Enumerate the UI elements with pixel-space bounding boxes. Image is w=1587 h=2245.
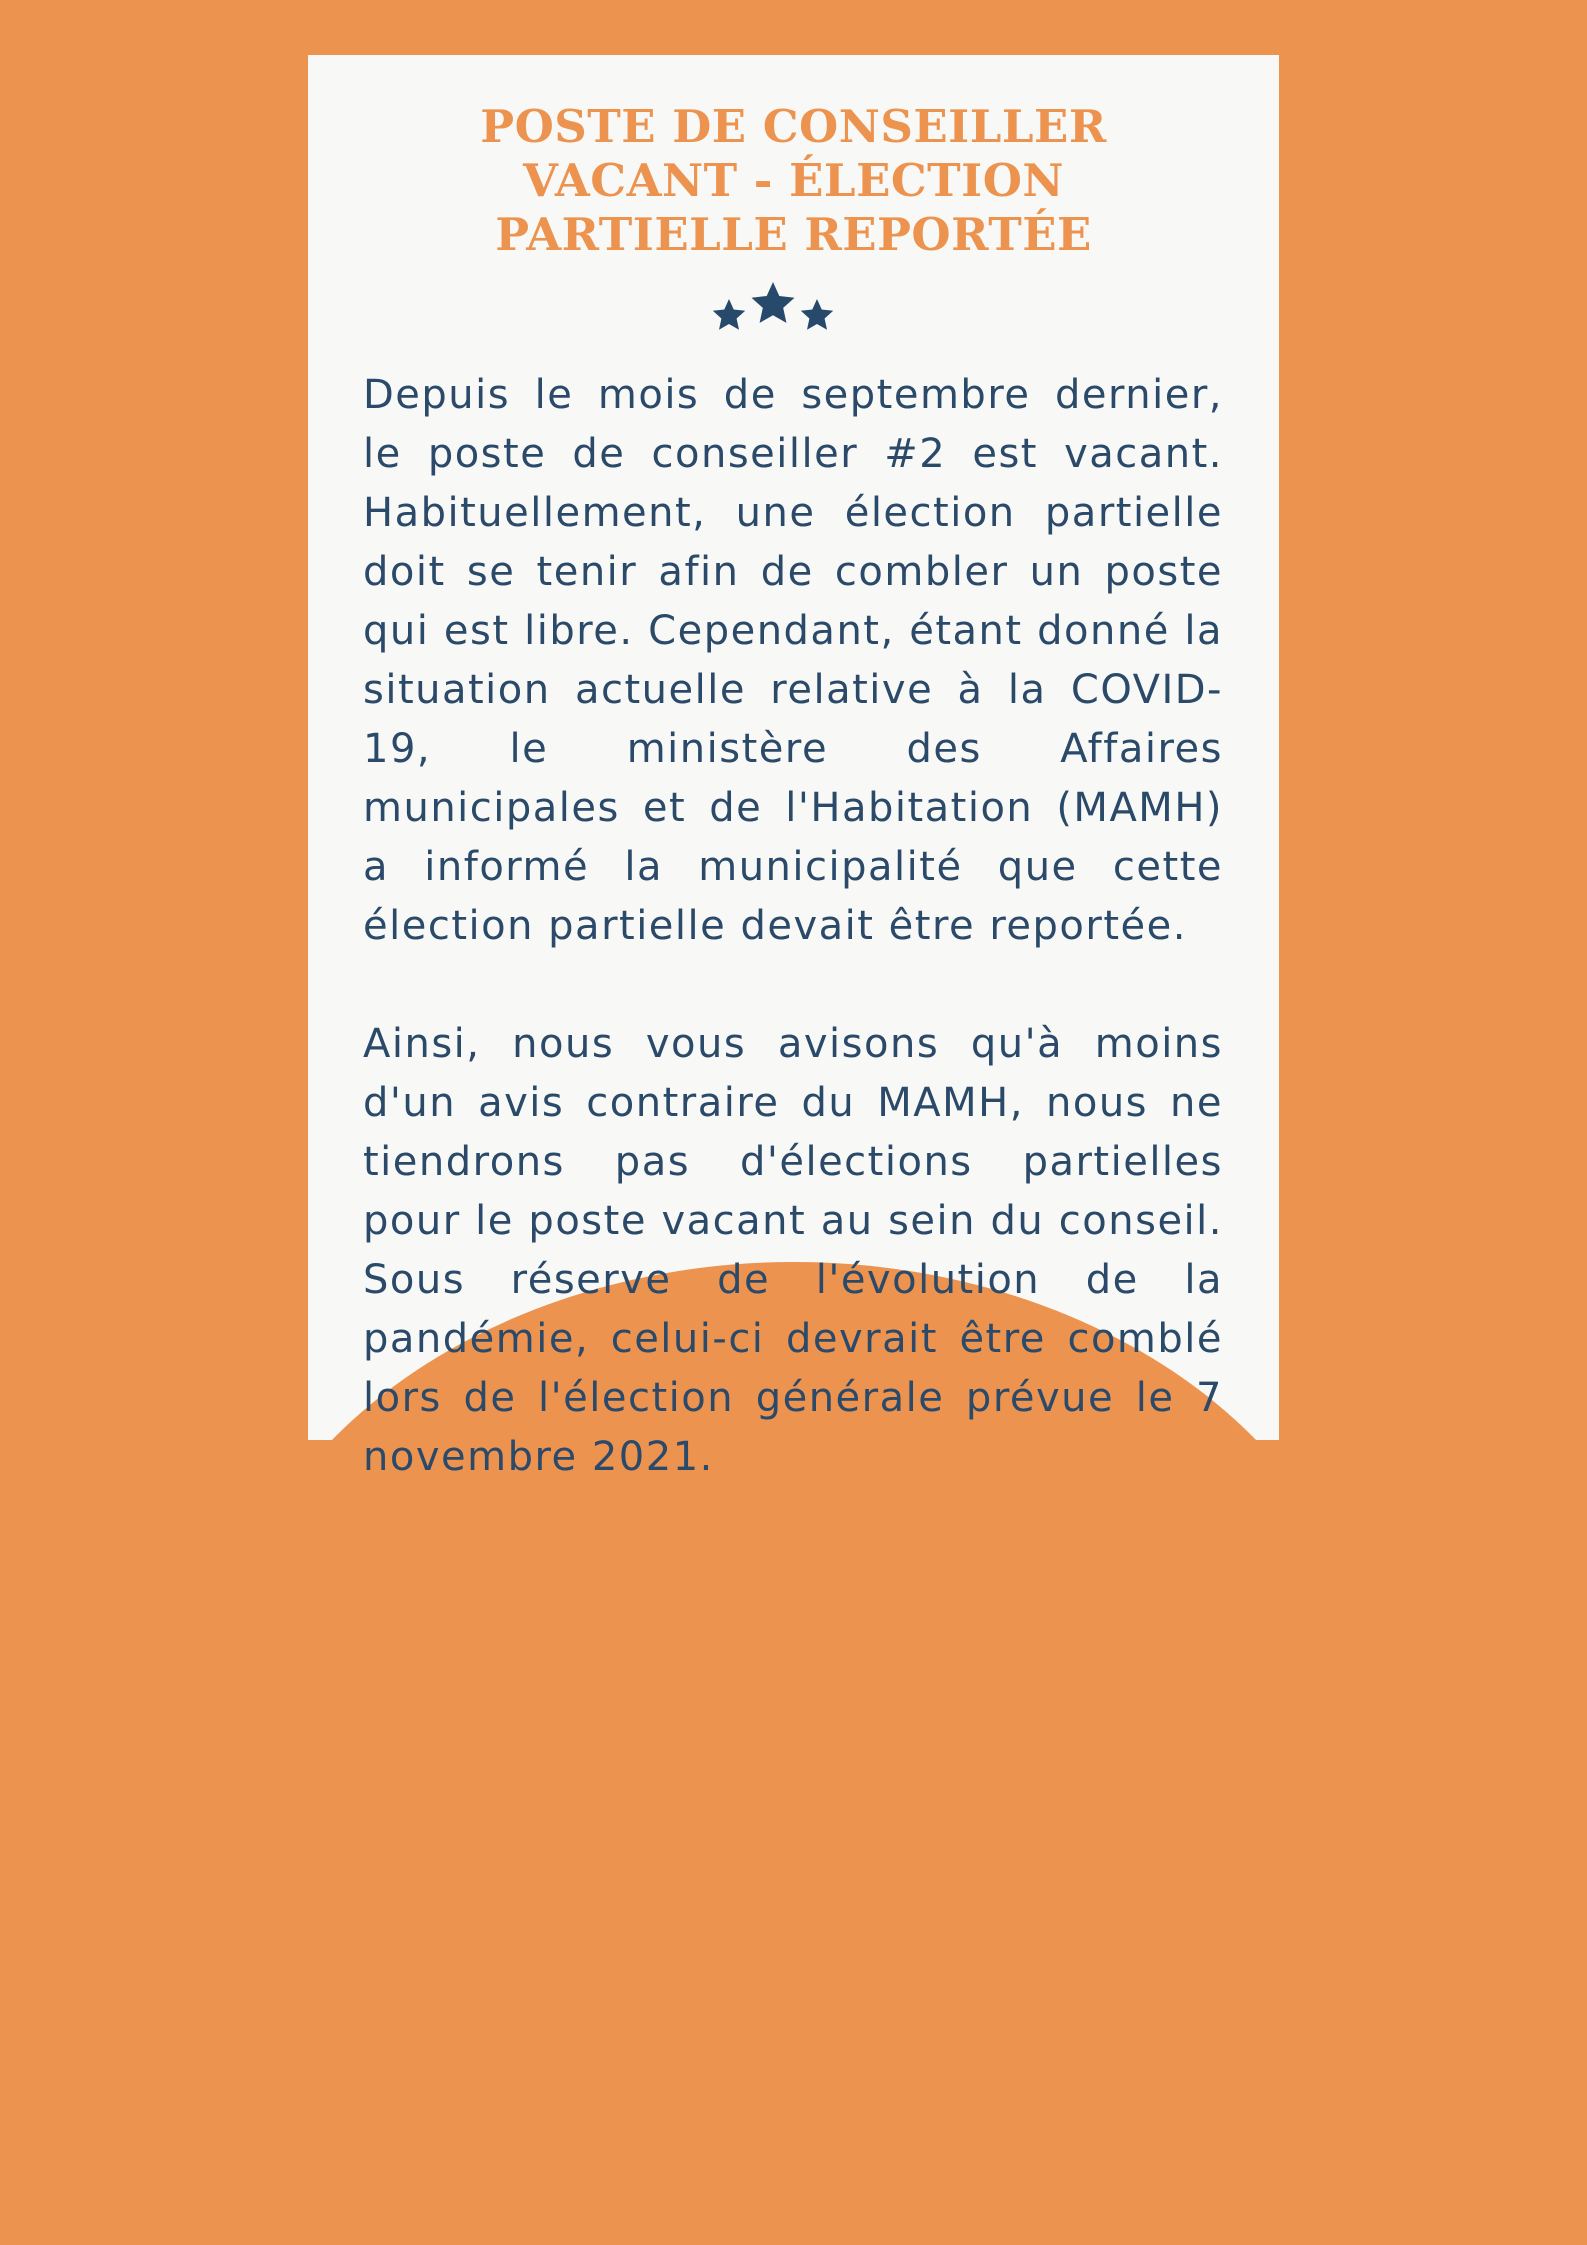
title-line-3: PARTIELLE REPORTÉE — [495, 208, 1092, 261]
three-stars-icon — [703, 278, 843, 344]
paragraph-1: Depuis le mois de septembre dernier, le poste de conseiller #2 est vacant. Habituellement, une élection partielle doit se tenir afin de combler un poste qui est libre. Cependant, étant donné la situation actuelle relative à la COVID-19, le ministère des Affaires municipales et de l'Habitation (MAMH) a informé la municipalité que cette élection partielle devait être reportée. — [363, 372, 1223, 949]
notice-title — [308, 100, 1279, 262]
right-star-icon — [801, 299, 833, 330]
title-line-2: VACANT - ÉLECTION — [522, 154, 1065, 207]
notice-body — [363, 366, 1223, 1487]
left-star-icon — [713, 299, 745, 330]
paragraph-2: Ainsi, nous vous avisons qu'à moins d'un avis contraire du MAMH, nous ne tiendrons pas d'élections partielles pour le poste vacant au sein du conseil. Sous réserve de l'évolution de la pandémie, celui-ci devrait être comblé lors de l'élection générale prévue le 7 novembre 2021. — [363, 1021, 1223, 1480]
title-line-1: POSTE DE CONSEILLER — [480, 100, 1107, 153]
center-star-icon — [752, 282, 795, 323]
